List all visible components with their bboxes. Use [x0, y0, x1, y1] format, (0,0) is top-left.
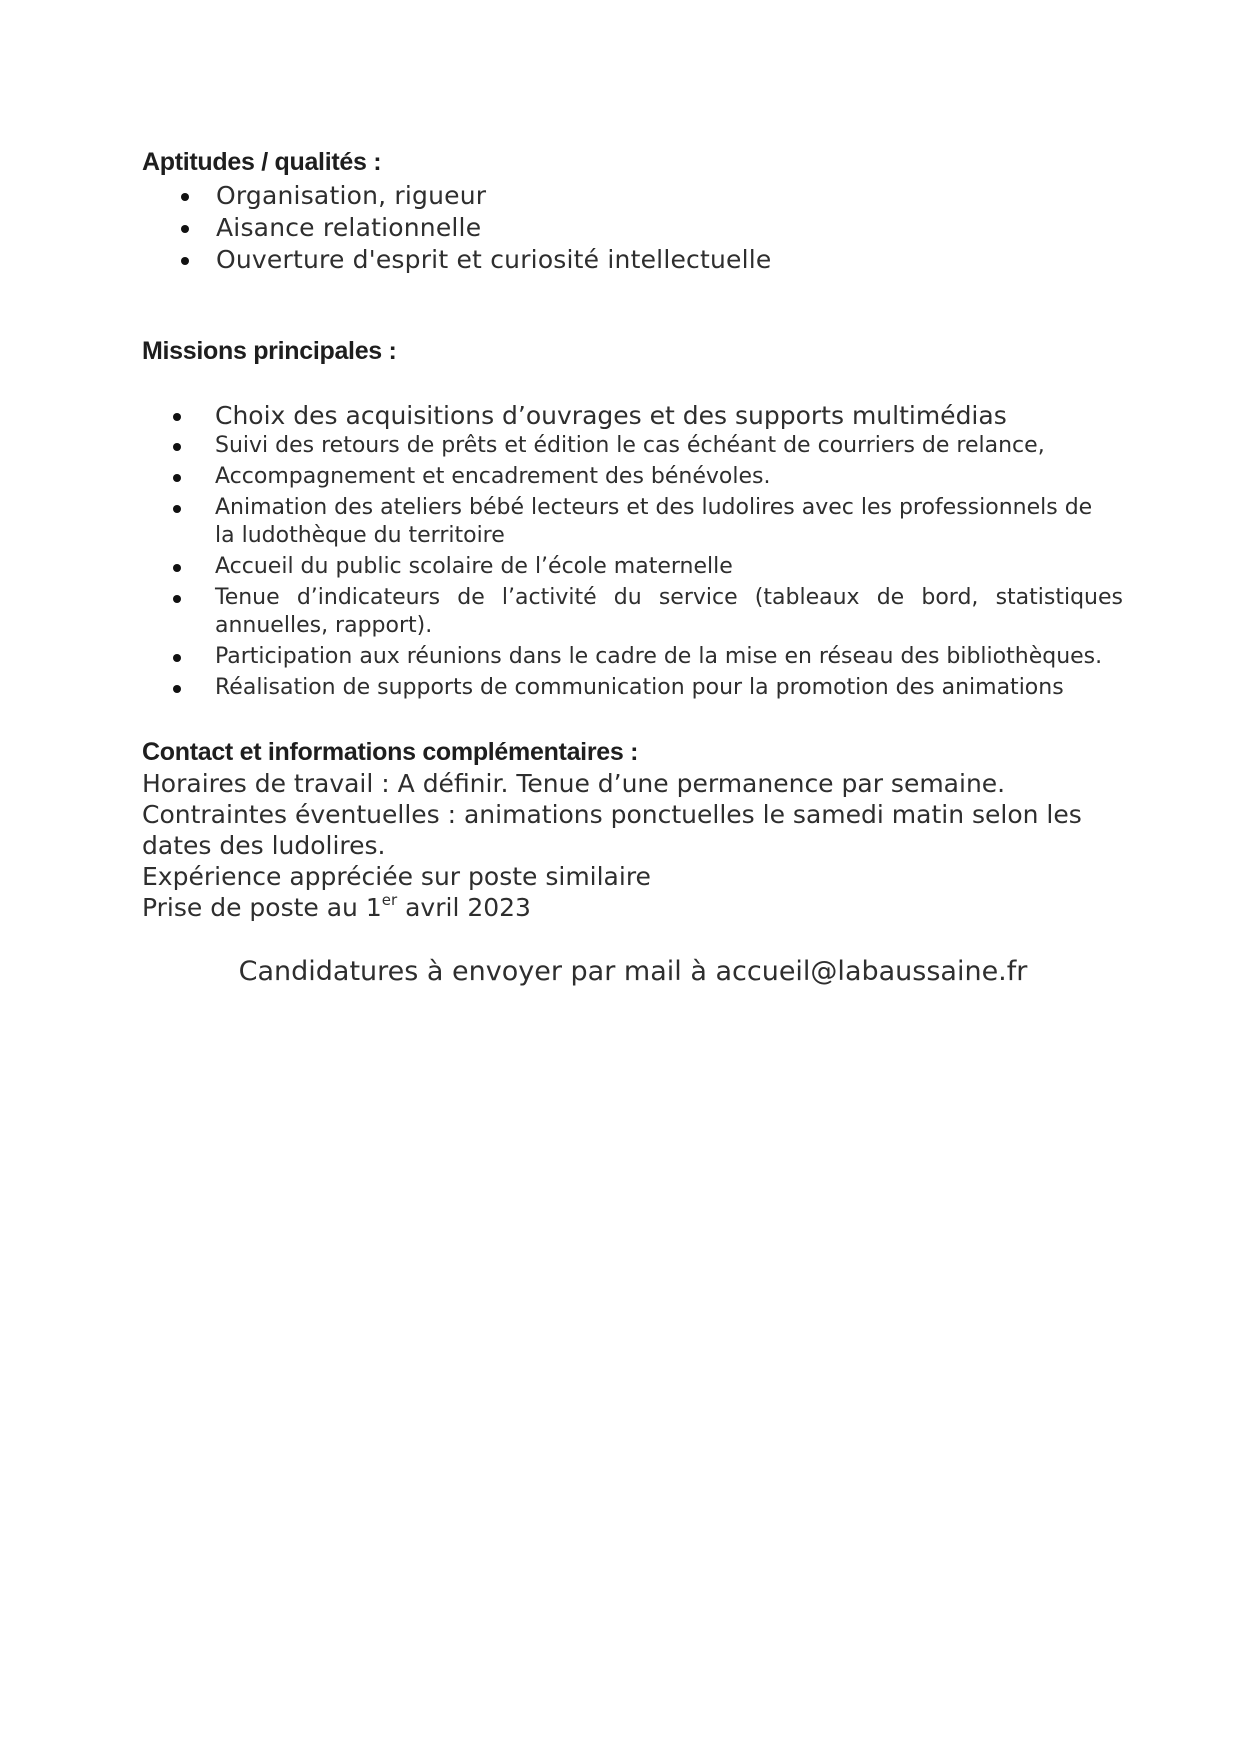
list-item — [215, 584, 1123, 640]
list-item-text: Tenue d’indicateurs de l’activité du service (tableaux de bord, statistiques — [215, 585, 1123, 610]
application-email-line: Candidatures à envoyer par mail à accueil@labaussaine.fr — [238, 956, 1028, 987]
bullet-icon — [173, 474, 181, 482]
list-item-text: Accompagnement et encadrement des bénévoles. — [215, 464, 771, 489]
list-item-text: Suivi des retours de prêts et édition le cas échéant de courriers de relance, — [215, 433, 1045, 458]
bullet-icon — [181, 225, 189, 233]
list-item-text: Choix des acquisitions d’ouvrages et des supports multimédias — [215, 401, 1007, 430]
bullet-icon — [173, 505, 181, 513]
list-item — [216, 244, 1016, 276]
start-date — [142, 892, 1142, 923]
list-item-text-continued: annuelles, rapport). — [215, 613, 433, 638]
list-item — [215, 674, 1123, 702]
list-item — [215, 463, 1123, 491]
list-item — [216, 180, 1016, 212]
list-item — [215, 401, 1123, 431]
bullet-icon — [173, 564, 181, 572]
list-item-text: Animation des ateliers bébé lecteurs et des ludolires avec les professionnels de — [215, 495, 1093, 520]
bullet-icon — [173, 443, 181, 451]
missions-heading: Missions principales : — [142, 337, 397, 365]
list-item-text: Aisance relationnelle — [216, 213, 482, 242]
aptitudes-list — [216, 180, 1016, 276]
missions-list — [215, 401, 1123, 702]
start-date-prefix: Prise de poste au 1 — [142, 893, 382, 922]
list-item-text: Organisation, rigueur — [216, 181, 487, 210]
constraints-line-2: dates des ludolires. — [142, 831, 386, 860]
contact-heading: Contact et informations complémentaires : — [142, 738, 639, 766]
list-item — [215, 643, 1123, 671]
bullet-icon — [173, 685, 181, 693]
start-date-superscript: er — [381, 890, 398, 909]
bullet-icon — [173, 595, 181, 603]
bullet-icon — [181, 193, 189, 201]
list-item-text: Ouverture d'esprit et curiosité intellectuelle — [216, 245, 772, 274]
bullet-icon — [181, 257, 189, 265]
list-item-text: Participation aux réunions dans le cadre de la mise en réseau des bibliothèques. — [215, 644, 1103, 669]
working-hours: Horaires de travail : A définir. Tenue d’une permanence par semaine. — [142, 769, 1006, 798]
aptitudes-heading: Aptitudes / qualités : — [142, 148, 382, 176]
bullet-icon — [173, 413, 181, 421]
experience: Expérience appréciée sur poste similaire — [142, 862, 651, 891]
list-item — [215, 494, 1123, 550]
constraints-line-1: Contraintes éventuelles : animations ponctuelles le samedi matin selon les — [142, 800, 1082, 829]
list-item-text-continued: la ludothèque du territoire — [215, 523, 505, 548]
start-date-suffix: avril 2023 — [397, 893, 531, 922]
list-item — [215, 432, 1123, 460]
bullet-icon — [173, 654, 181, 662]
list-item — [215, 553, 1123, 581]
list-item — [216, 212, 1016, 244]
contact-info — [142, 768, 1142, 923]
list-item-text: Accueil du public scolaire de l’école maternelle — [215, 554, 733, 579]
list-item-text: Réalisation de supports de communication pour la promotion des animations — [215, 675, 1064, 700]
